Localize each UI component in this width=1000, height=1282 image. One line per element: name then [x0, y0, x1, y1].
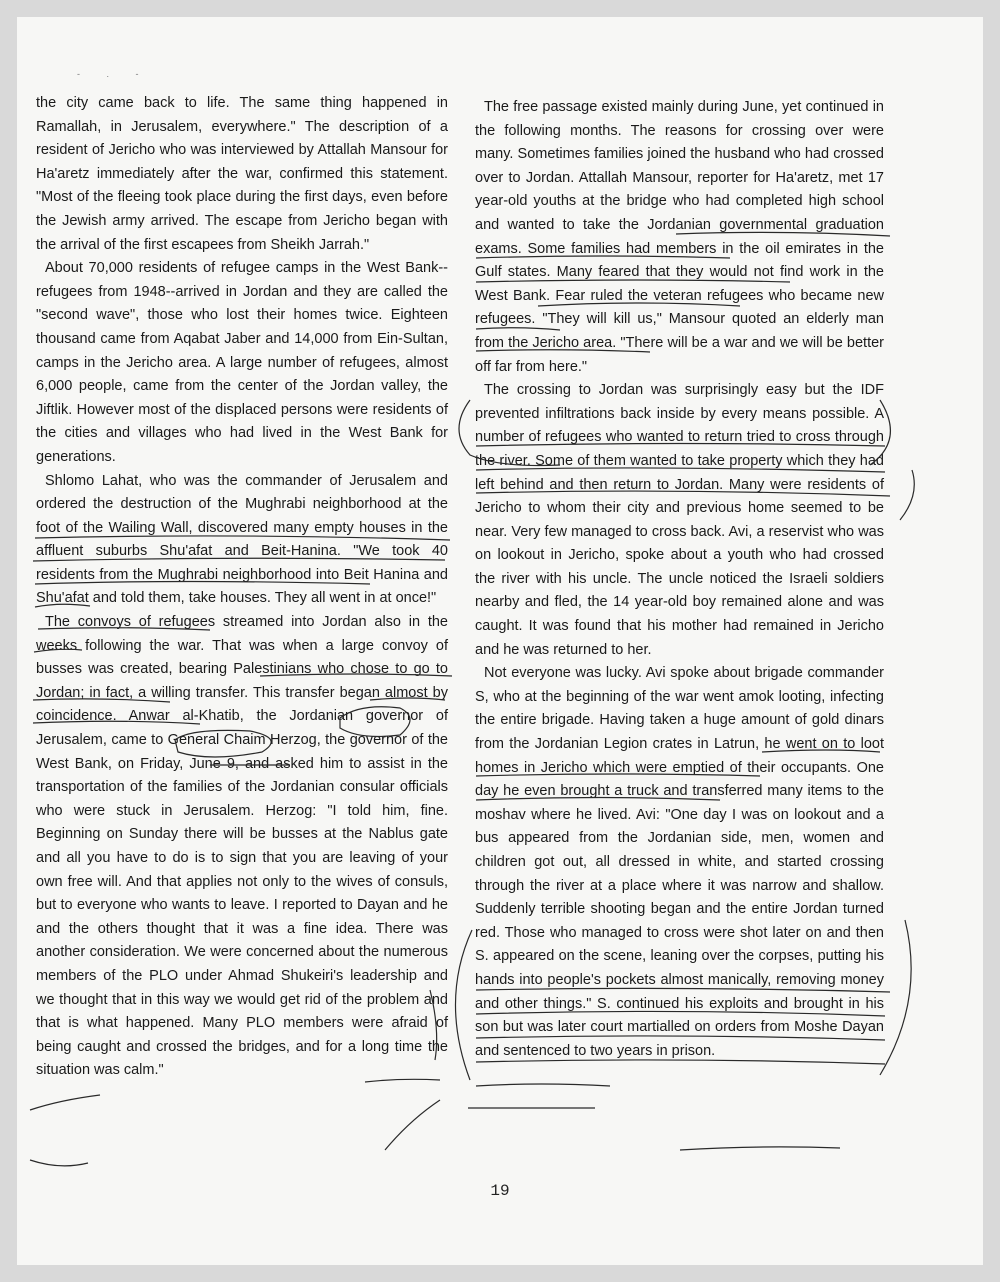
paragraph: The free passage existed mainly during June, yet continued in the following months. The reasons for crossing over were many. Sometimes families joined the husband who had crossed over to Jordan. Attallah Mansour, reporter for Ha'aretz, met 17 year-old youths at the bridge who had completed high school and wanted to take the Jordanian governmental graduation exams. Some families had members in the oil emirates in the Gulf states. Many feared that they would not find work in the West Bank. Fear ruled the veteran refugees who became new refugees. "They will kill us," Mansour quoted an elderly man from the Jericho area. "There will be a war and we will be better off far from here."	[475, 99, 884, 375]
paragraph: The crossing to Jordan was surprisingly easy but the IDF prevented infiltrations back inside by every means possible. A number of refugees who wanted to return tried to cross through the river. Some of them wanted to take property which they had left behind and then return to Jordan. Many were residents of Jericho to whom their city and previous home seemed to be near. Very few managed to cross back. Avi, a reservist who was on lookout in Jericho, spoke about a youth who had crossed the river with his uncle. The uncle noticed the Israeli soldiers nearby and fled, the 14 year-old boy remained alone and was caught. It was found that his mother had remained in Jericho and he was returned to her.	[475, 382, 884, 658]
paragraph: Shlomo Lahat, who was the commander of Jerusalem and ordered the destruction of the Mughrabi neighborhood at the foot of the Wailing Wall, discovered many empty houses in the affluent suburbs Shu'afat and Beit-Hanina. "We took 40 residents from the Mughrabi neighborhood into Beit Hanina and Shu'afat and told them, take houses. They all went in at once!"	[36, 472, 448, 607]
paragraph: About 70,000 residents of refugee camps in the West Bank--refugees from 1948--arrived in Jordan and they are called the "second wave", those who lost their homes twice. Eighteen thousand came from Aqabat Jaber and 14,000 from Ein-Sultan, camps in the Jericho area. A large number of refugees, almost 6,000 people, came from the center of the Jordan valley, the Jiftlik. However most of the displaced persons were residents of the cities and villages who had lived in the West Bank for generations.	[36, 260, 448, 465]
page-number: 19	[490, 1182, 510, 1200]
paragraph: The convoys of refugees streamed into Jordan also in the weeks following the war. That was when a large convoy of busses was created, bearing Palestinians who chose to go to Jordan; in fact, a willing transfer. This transfer began almost by coincidence. Anwar al-Khatib, the Jordanian governor of Jerusalem, came to General Chaim Herzog, the governor of the West Bank, on Friday, June 9, and asked him to assist in the transportation of the families of the Jordanian consular officials who were stuck in Jerusalem. Herzog: "I told him, fine. Beginning on Sunday there will be busses at the Nablus gate and all you have to do is to sign that you are leaving of your own free will. And that applies not only to the wives of consuls, but to everyone who wants to leave. I reported to Dayan and he and the others thought that it was a fine idea. There was another consideration. We were concerned about the numerous members of the PLO under Ahmad Shukeiri's leadership and we thought that in this way we would get rid of the problem and that is what happened. Many PLO members were afraid of being caught and crossed the bridges, and for a long time the situation was calm."	[36, 614, 448, 1079]
paragraph: Not everyone was lucky. Avi spoke about brigade commander S, who at the beginning of the war went amok looting, infecting the entire brigade. Having taken a huge amount of gold dinars from the Jordanian Legion crates in Latrun, he went on to loot homes in Jericho which were emptied of their occupants. One day he even brought a truck and transferred many items to the moshav where he lived. Avi: "One day I was on lookout and a bus appeared from the Jordanian side, men, women and children got out, all dressed in white, and started crossing through the river at a place where it was narrow and shallow. Suddenly terrible shooting began and the entire Jordan turned red. Those who managed to cross were shot later on and then S. appeared on the scene, leaning over the corpses, putting his hands into people's pockets almost manically, removing money and other things." S. continued his exploits and brought in his son but was later court martialled on orders from Moshe Dayan and sentenced to two years in prison.	[475, 665, 884, 1059]
document-page	[17, 17, 983, 1265]
scan-specks: - . -	[77, 69, 151, 79]
paragraph: the city came back to life. The same thing happened in Ramallah, in Jerusalem, everywhere." The description of a resident of Jericho who was interviewed by Attallah Mansour for Ha'aretz immediately after the war, confirmed this statement. "Most of the fleeing took place during the first days, even before the Jewish army arrived. The escape from Jericho began with the arrival of the first escapees from Sheikh Jarrah."	[36, 95, 448, 253]
left-column	[36, 92, 448, 1083]
right-column	[475, 96, 884, 1063]
